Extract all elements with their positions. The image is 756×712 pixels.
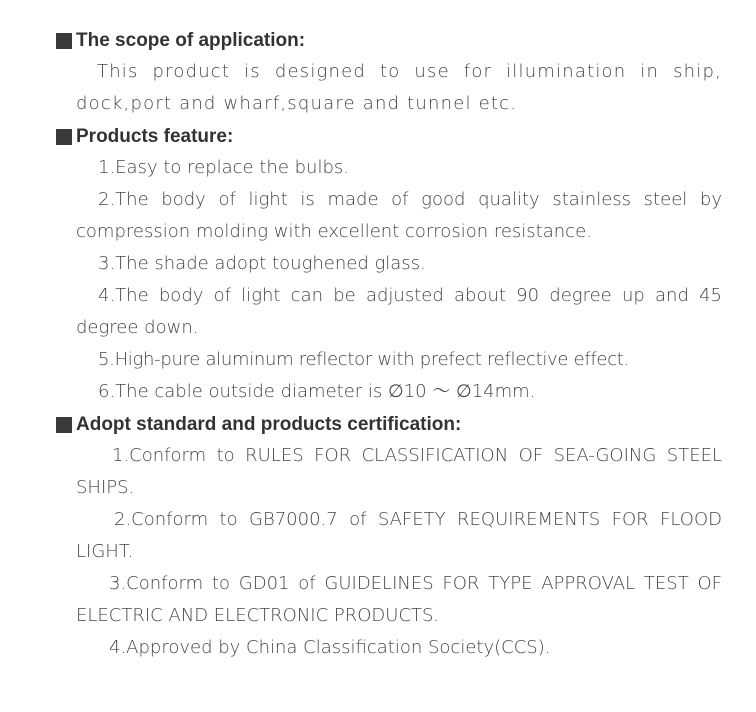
square-bullet-icon bbox=[56, 417, 72, 433]
feature-item-6: 6.The cable outside diameter is ∅10 ～ ∅14mm. bbox=[98, 381, 536, 402]
feature-item-5: 5.High-pure aluminum reflector with prefect reflective effect. bbox=[98, 349, 629, 370]
square-bullet-icon bbox=[56, 33, 72, 49]
certification-item-1: 1.Conform to RULES FOR CLASSIFICATION OF SEA-GOING STEEL SHIPS. bbox=[76, 445, 722, 498]
certification-item-2: 2.Conform to GB7000.7 of SAFETY REQUIREMENTS FOR FLOOD LIGHT. bbox=[76, 509, 722, 562]
certification-item-4: 4.Approved by China Classification Society(CCS). bbox=[109, 637, 551, 658]
section-heading-features bbox=[56, 126, 233, 148]
section-heading-scope bbox=[56, 30, 305, 52]
section-heading-text: Products feature: bbox=[76, 126, 234, 147]
feature-item-3: 3.The shade adopt toughened glass. bbox=[98, 253, 426, 274]
section-heading-certification bbox=[56, 414, 461, 436]
feature-item-4: 4.The body of light can be adjusted about 90 degree up and 45 degree down. bbox=[76, 285, 722, 338]
feature-item-1: 1.Easy to replace the bulbs. bbox=[98, 157, 349, 178]
section-heading-text: The scope of application: bbox=[76, 30, 306, 51]
square-bullet-icon bbox=[56, 129, 72, 145]
feature-item-2: 2.The body of light is made of good quality stainless steel by compression molding with excellent corrosion resistance. bbox=[76, 189, 722, 242]
section-heading-text: Adopt standard and products certification: bbox=[76, 414, 462, 435]
scope-paragraph: This product is designed to use for illumination in ship, dock,port and wharf,square and tunnel etc. bbox=[76, 61, 722, 114]
certification-item-3: 3.Conform to GD01 of GUIDELINES FOR TYPE APPROVAL TEST OF ELECTRIC AND ELECTRONIC PRODUCTS. bbox=[76, 573, 722, 626]
